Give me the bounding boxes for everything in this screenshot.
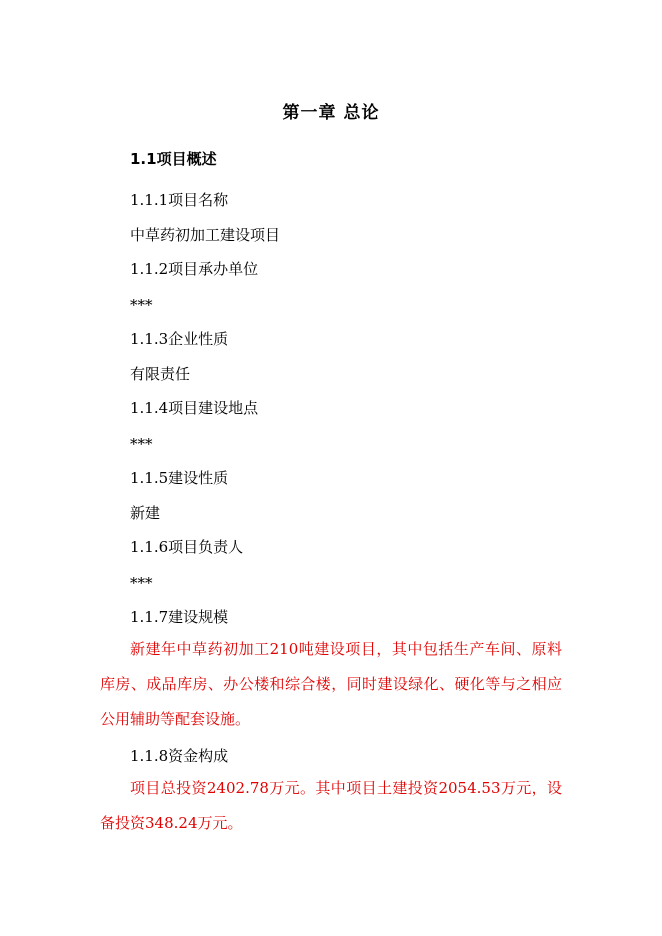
item-heading-1-1-2: 1.1.2项目承办单位 bbox=[130, 260, 259, 278]
item-heading-1-1-4: 1.1.4项目建设地点 bbox=[130, 399, 259, 417]
item-value-construction-nature: 新建 bbox=[130, 504, 161, 522]
funding-text: 项目总投资2402.78万元。其中项目土建投资2054.53万元，设备投资348.24万元。 bbox=[100, 779, 562, 832]
item-heading-1-1-1: 1.1.1项目名称 bbox=[130, 191, 229, 209]
funding-paragraph bbox=[100, 771, 562, 841]
item-heading-1-1-6: 1.1.6项目负责人 bbox=[130, 538, 244, 556]
item-heading-1-1-7: 1.1.7建设规模 bbox=[130, 608, 229, 626]
item-heading-1-1-3: 1.1.3企业性质 bbox=[130, 330, 229, 348]
section-heading-1-1: 1.1项目概述 bbox=[130, 150, 217, 168]
item-value-project-name: 中草药初加工建设项目 bbox=[130, 226, 281, 244]
construction-scale-text: 新建年中草药初加工210吨建设项目，其中包括生产车间、原料库房、成品库房、办公楼和综合楼，同时建设绿化、硬化等与之相应公用辅助等配套设施。 bbox=[100, 640, 562, 728]
item-value-project-leader: *** bbox=[130, 574, 153, 592]
chapter-title: 第一章 总论 bbox=[282, 103, 380, 123]
item-heading-1-1-5: 1.1.5建设性质 bbox=[130, 469, 229, 487]
item-heading-1-1-8: 1.1.8资金构成 bbox=[130, 747, 229, 765]
item-value-location: *** bbox=[130, 435, 153, 453]
construction-scale-paragraph bbox=[100, 632, 562, 737]
item-value-sponsor: *** bbox=[130, 296, 153, 314]
item-value-enterprise-nature: 有限责任 bbox=[130, 365, 191, 383]
